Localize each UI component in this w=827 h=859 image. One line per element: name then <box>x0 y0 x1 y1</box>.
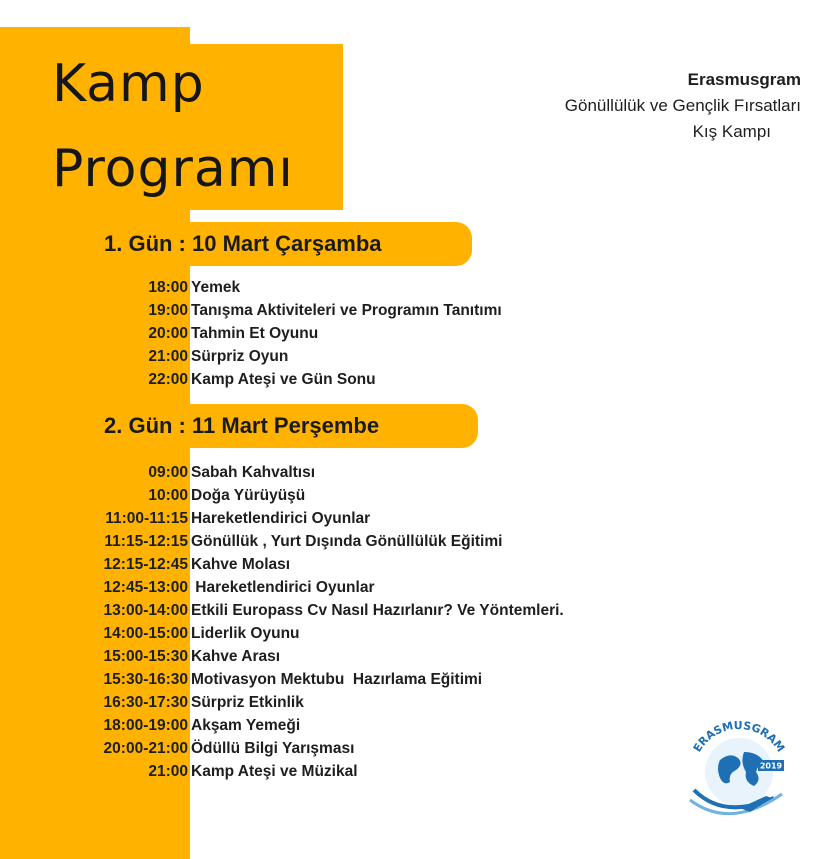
schedule-activity: Motivasyon Mektubu Hazırlama Eğitimi <box>191 671 483 688</box>
schedule-activity: Yemek <box>191 279 241 296</box>
schedule-time: 13:00-14:00 <box>103 602 188 619</box>
schedule-activity: Kahve Molası <box>191 556 291 573</box>
schedule-time: 12:15-12:45 <box>103 556 188 573</box>
organizer-name: Erasmusgram <box>687 70 801 89</box>
schedule-time: 11:00-11:15 <box>105 510 188 527</box>
schedule-time: 18:00 <box>148 279 188 296</box>
schedule-activity: Tanışma Aktiviteleri ve Programın Tanıtımı <box>191 302 502 319</box>
schedule-activity: Kamp Ateşi ve Müzikal <box>191 763 358 780</box>
schedule-time: 16:30-17:30 <box>103 694 188 711</box>
schedule-activity: Liderlik Oyunu <box>191 625 300 642</box>
organizer-subtitle: Gönüllülük ve Gençlik Fırsatları <box>564 96 801 115</box>
logo-year: 2019 <box>759 761 783 771</box>
schedule-time: 21:00 <box>148 763 188 780</box>
schedule-time: 10:00 <box>148 487 188 504</box>
schedule-activity: Akşam Yemeği <box>191 717 301 734</box>
schedule-time: 22:00 <box>148 371 188 388</box>
schedule-time: 14:00-15:00 <box>103 625 188 642</box>
schedule-activity: Kahve Arası <box>191 648 281 665</box>
schedule-activity: Kamp Ateşi ve Gün Sonu <box>191 371 376 388</box>
schedule-time: 12:45-13:00 <box>103 579 188 596</box>
logo-text: ERASMUSGRAM <box>690 718 788 755</box>
schedule-activity: Gönüllük , Yurt Dışında Gönüllülük Eğitimi <box>191 533 503 550</box>
day2-heading: 2. Gün : 11 Mart Perşembe <box>0 404 478 448</box>
schedule-time: 18:00-19:00 <box>103 717 188 734</box>
schedule-activity: Etkili Europass Cv Nasıl Hazırlanır? Ve Yöntemleri. <box>191 602 564 619</box>
schedule-time: 20:00 <box>148 325 188 342</box>
schedule-activity: Sürpriz Oyun <box>191 348 289 365</box>
schedule-time: 21:00 <box>148 348 188 365</box>
schedule-activity: Sürpriz Etkinlik <box>191 694 304 711</box>
schedule-activity: Doğa Yürüyüşü <box>191 487 306 504</box>
page-title-line1: Kamp <box>52 54 205 114</box>
schedule-time: 11:15-12:15 <box>104 533 188 550</box>
organizer-camp-name: Kış Kampı <box>692 122 771 141</box>
schedule-time: 20:00-21:00 <box>103 740 188 757</box>
organizer-block <box>565 67 801 145</box>
schedule-activity: Hareketlendirici Oyunlar <box>191 510 371 527</box>
day1-heading: 1. Gün : 10 Mart Çarşamba <box>0 222 472 266</box>
schedule-time: 15:30-16:30 <box>103 671 188 688</box>
schedule-time: 15:00-15:30 <box>103 648 188 665</box>
schedule-activity: Ödüllü Bilgi Yarışması <box>191 740 355 757</box>
page-title-line2: Programı <box>52 139 294 199</box>
globe-icon <box>705 738 773 806</box>
schedule-activity: Hareketlendirici Oyunlar <box>191 579 375 596</box>
schedule-activity: Tahmin Et Oyunu <box>191 325 319 342</box>
schedule-time: 19:00 <box>148 302 188 319</box>
erasmusgram-logo <box>680 712 798 830</box>
schedule-activity: Sabah Kahvaltısı <box>191 464 316 481</box>
schedule-time: 09:00 <box>148 464 188 481</box>
